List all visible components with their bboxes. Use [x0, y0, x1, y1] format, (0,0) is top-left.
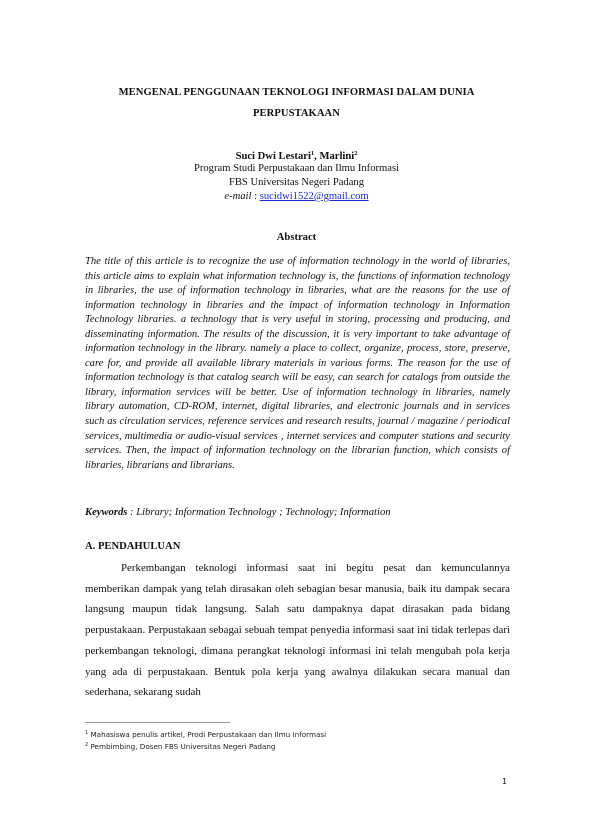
section-heading: A. PENDAHULUAN	[85, 541, 181, 552]
footnote-1	[85, 730, 326, 739]
footnote-1-text: Mahasiswa penulis artikel, Prodi Perpustakaan dan Ilmu Informasi	[88, 730, 327, 739]
affiliation-program: Program Studi Perpustakaan dan Ilmu Informasi	[193, 163, 400, 174]
author-1-name: Suci Dwi Lestari	[235, 151, 311, 162]
author-2-name: Marlini	[319, 151, 355, 162]
author-line	[80, 150, 513, 162]
email-separator: :	[251, 191, 260, 202]
footnote-divider	[85, 722, 230, 723]
affiliation-email	[80, 191, 513, 202]
author-separator: ,	[314, 151, 320, 162]
page-number: 1	[502, 777, 508, 786]
keywords-line	[85, 507, 510, 518]
paper-title-line-2: PERPUSTAKAAN	[253, 108, 340, 119]
email-link[interactable]: sucidwi1522@gmail.com	[259, 191, 369, 202]
section-paragraph: Perkembangan teknologi informasi saat ini begitu pesat dan kemunculannya memberikan dampak yang telah dirasakan oleh sebagian besar manusia, baik itu dampak secara langsung maupun tidak langsung. Salah satu dampaknya dapat dirasakan pada bidang perpustakaan. Perpustakaan sebagai sebuah tempat penyedia informasi saat ini tidak terlepas dari perkembangan teknologi, dimana perangkat teknologi informasi ini telah mengubah pola kerja yang ada di perpustakaan. Bentuk pola kerja yang awalnya dilakukan secara manual dan sederhana, sekarang sudah	[85, 562, 510, 699]
paper-title-line-1: MENGENAL PENGGUNAAN TEKNOLOGI INFORMASI DALAM DUNIA	[118, 87, 475, 98]
footnote-2-text: Pembimbing, Dosen FBS Universitas Negeri Padang	[88, 742, 276, 751]
abstract-text: The title of this article is to recognize the use of information technology in the world of libraries, this article aims to explain what information technology is, the functions of information technology in libraries, the use of information technology in libraries, what are the reasons for the use of information technology in libraries and the impact of information technology in Information Technology libraries. a technology that is very useful in storing, processing and producing, and disseminating information. The results of the discussion, it is very important to take advantage of information technology in the library. namely a place to collect, organize, process, store, preserve, care for, and provide all available library materials in various forms. The reason for the use of information technology is that catalog search will be easy, can search for catalogs from outside the library, information services will be better. Use of information technology in libraries, namely library automation, CD-ROM, internet, digital libraries, and electronic journals and in services such as circulation services, reference services and research results, journal / magazine / periodical services, multimedia or audio-visual services , internet services and computer stations and security services. Then, the impact of information technology on the librarian function, which consists of libraries, librarians and librarians.	[85, 256, 510, 471]
footnote-1-mark: 1	[85, 730, 89, 736]
abstract-heading: Abstract	[276, 232, 317, 243]
email-label: e-mail	[224, 191, 252, 202]
keywords-label: Keywords	[85, 507, 128, 518]
author-1-footnote-mark[interactable]: 1	[310, 150, 315, 157]
footnote-2	[85, 742, 275, 751]
author-2-footnote-mark[interactable]: 2	[354, 150, 358, 157]
keywords-text: : Library; Information Technology ; Technology; Information	[127, 507, 391, 518]
footnote-2-mark: 2	[85, 742, 89, 748]
affiliation-faculty: FBS Universitas Negeri Padang	[228, 177, 365, 188]
